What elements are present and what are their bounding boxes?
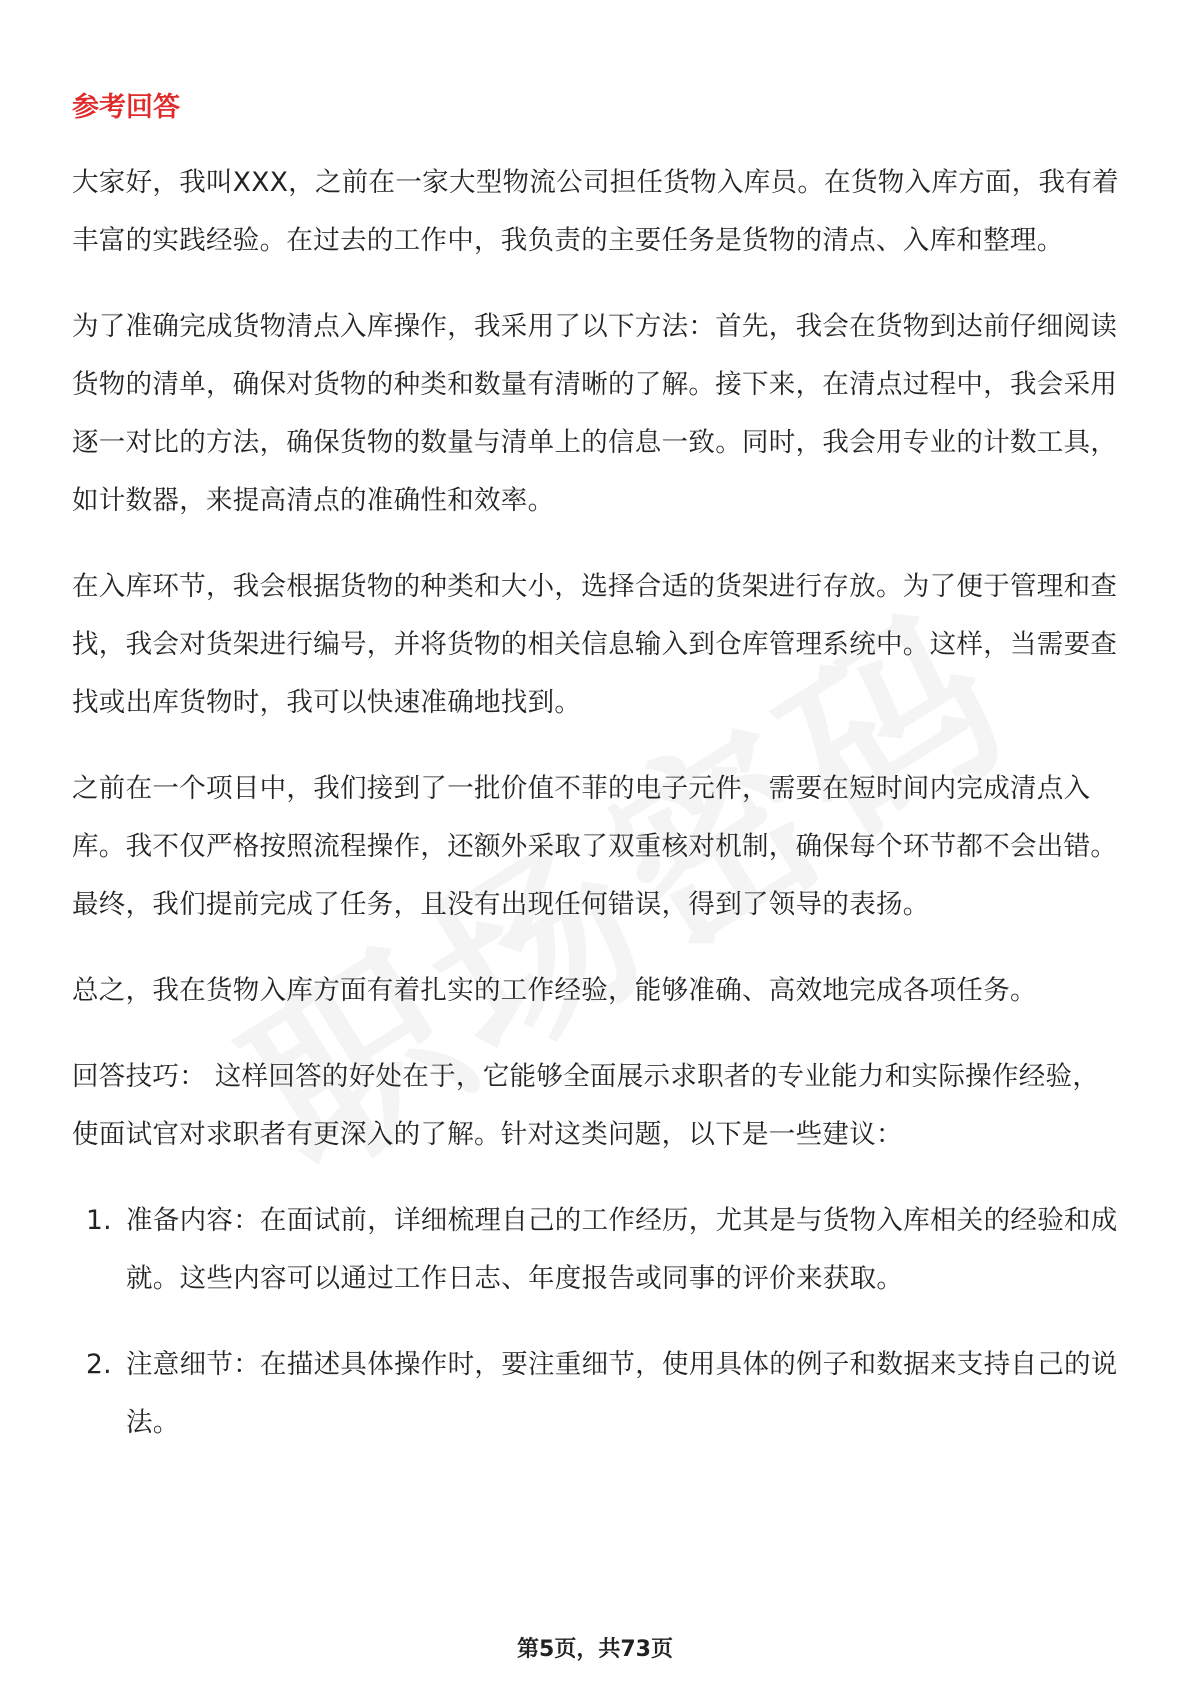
- list-item: [72, 1336, 1122, 1452]
- list-item: [72, 1192, 1122, 1308]
- paragraph-tips-intro: 回答技巧： 这样回答的好处在于，它能够全面展示求职者的专业能力和实际操作经验，使面试官对求职者有更深入的了解。针对这类问题，以下是一些建议：: [72, 1061, 1100, 1150]
- list-number: 1.: [86, 1205, 112, 1236]
- paragraph-method: 为了准确完成货物清点入库操作，我采用了以下方法：首先，我会在货物到达前仔细阅读货物的清单，确保对货物的种类和数量有清晰的了解。接下来，在清点过程中，我会采用逐一对比的方法，确保货物的数量与清单上的信息一致。同时，我会用专业的计数工具，如计数器，来提高清点的准确性和效率。: [72, 311, 1118, 516]
- tips-list: [72, 1192, 1122, 1452]
- paragraph-intro: 大家好，我叫XXX，之前在一家大型物流公司担任货物入库员。在货物入库方面，我有着丰富的实践经验。在过去的工作中，我负责的主要任务是货物的清点、入库和整理。: [72, 167, 1119, 256]
- list-text: 准备内容：在面试前，详细梳理自己的工作经历，尤其是与货物入库相关的经验和成就。这些内容可以通过工作日志、年度报告或同事的评价来获取。: [126, 1205, 1118, 1294]
- list-number: 2.: [86, 1349, 112, 1380]
- paragraph-project: 之前在一个项目中，我们接到了一批价值不菲的电子元件，需要在短时间内完成清点入库。我不仅严格按照流程操作，还额外采取了双重核对机制，确保每个环节都不会出错。最终，我们提前完成了任务，且没有出现任何错误，得到了领导的表扬。: [72, 773, 1118, 920]
- paragraph-summary: 总之，我在货物入库方面有着扎实的工作经验，能够准确、高效地完成各项任务。: [72, 975, 1037, 1006]
- page-number: 第5页，共73页: [517, 1637, 673, 1662]
- list-text: 注意细节：在描述具体操作时，要注重细节，使用具体的例子和数据来支持自己的说法。: [126, 1349, 1118, 1438]
- paragraph-storage: 在入库环节，我会根据货物的种类和大小，选择合适的货架进行存放。为了便于管理和查找，我会对货架进行编号，并将货物的相关信息输入到仓库管理系统中。这样，当需要查找或出库货物时，我可以快速准确地找到。: [72, 571, 1118, 718]
- answer-body: [72, 154, 1122, 1480]
- section-heading: 参考回答: [72, 92, 180, 123]
